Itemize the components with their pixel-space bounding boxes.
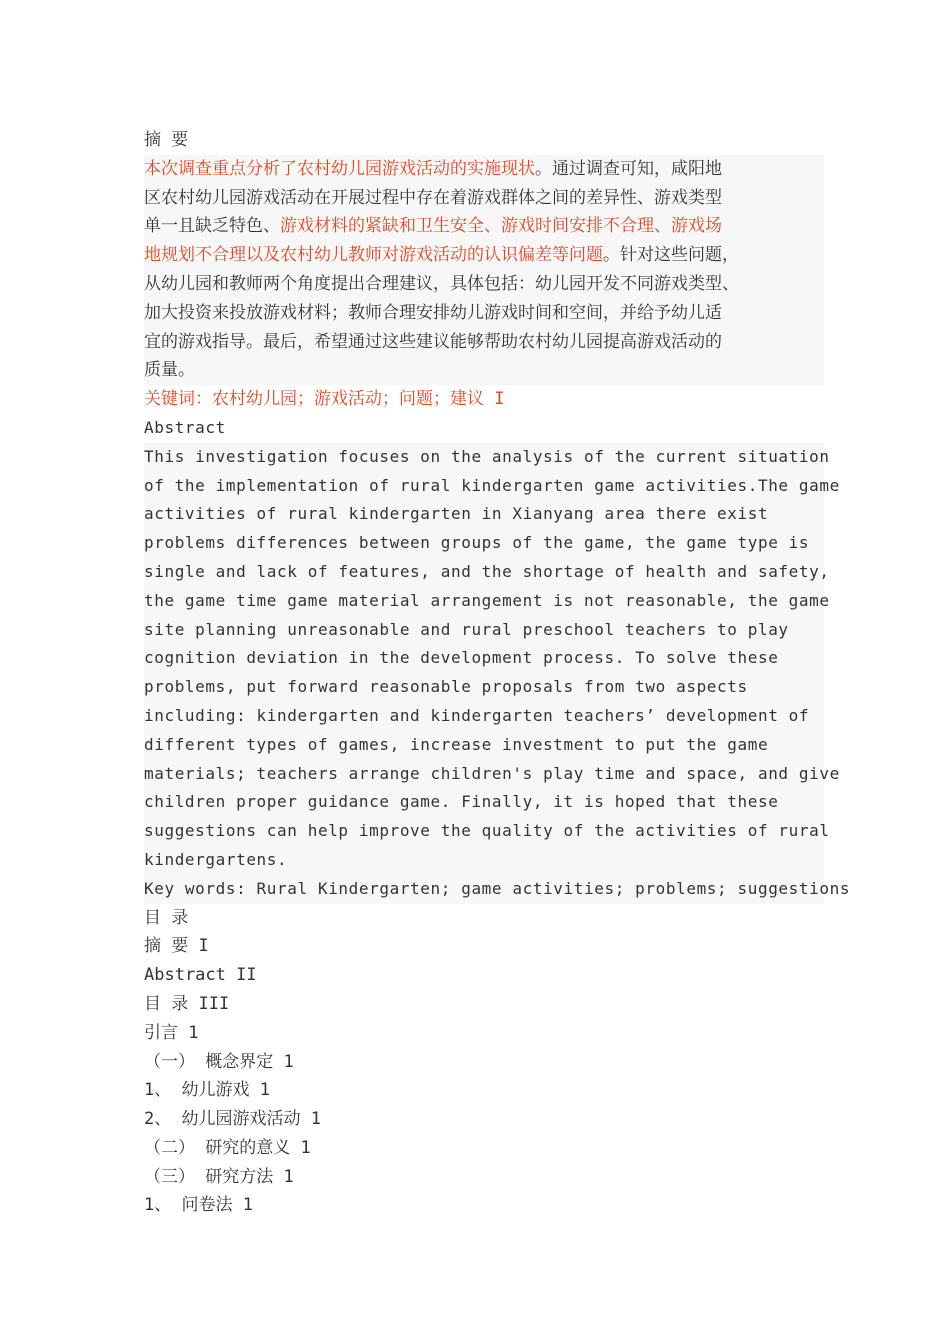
abstract-en-line: site planning unreasonable and rural preschool teachers to play — [144, 616, 824, 645]
text-segment: 本次调查重点分析了农村幼儿园游戏活动的实施现状 — [144, 158, 535, 179]
text-segment: 。针对这些问题， — [603, 245, 739, 266]
abstract-cn-line — [144, 270, 824, 299]
text-segment: 地规划不合理以及农村幼儿教师对游戏活动的认识偏差等问题 — [144, 245, 603, 266]
abstract-cn-line — [144, 212, 824, 241]
text-segment: 单一且缺乏特色、 — [144, 216, 280, 237]
abstract-en-body — [144, 443, 840, 875]
abstract-cn-line — [144, 155, 824, 184]
text-segment: 。通过调查可知，咸阳地 — [535, 158, 722, 179]
toc-item: （一） 概念界定 1 — [144, 1051, 294, 1072]
toc-item: （二） 研究的意义 1 — [144, 1137, 311, 1158]
keywords-cn: 关键词：农村幼儿园；游戏活动；问题；建议 I — [144, 389, 505, 410]
document-page — [144, 126, 851, 1220]
abstract-en-line: cognition deviation in the development process. To solve these — [144, 644, 824, 673]
abstract-en-line: suggestions can help improve the quality of the activities of rural — [144, 817, 824, 846]
abstract-en-heading: Abstract — [144, 417, 226, 437]
abstract-en-line: materials; teachers arrange children's play time and space, and give — [144, 760, 824, 789]
toc-heading: 目 录 — [144, 907, 189, 928]
text-segment: 加大投资来投放游戏材料；教师合理安排幼儿游戏时间和空间，并给予幼儿适 — [144, 302, 722, 323]
toc-item: 摘 要 I — [144, 936, 209, 957]
toc-item: Abstract II — [144, 965, 257, 986]
abstract-en-line: the game time game material arrangement is not reasonable, the game — [144, 587, 824, 616]
abstract-cn-body — [144, 155, 824, 385]
text-segment: 质量。 — [144, 360, 195, 381]
abstract-en-line: activities of rural kindergarten in Xianyang area there exist — [144, 500, 824, 529]
abstract-en-line: single and lack of features, and the shortage of health and safety, — [144, 558, 824, 587]
toc-item: 2、 幼儿园游戏活动 1 — [144, 1109, 321, 1130]
abstract-en-line: problems differences between groups of the game, the game type is — [144, 529, 824, 558]
toc-item: 目 录 III — [144, 993, 230, 1014]
abstract-en-line: including: kindergarten and kindergarten teachers’ development of — [144, 702, 824, 731]
toc-item: 1、 幼儿游戏 1 — [144, 1080, 270, 1101]
abstract-en-line: children proper guidance game. Finally, it is hoped that these — [144, 788, 824, 817]
text-segment: 从幼儿园和教师两个角度提出合理建议，具体包括：幼儿园开发不同游戏类型、 — [144, 273, 739, 294]
abstract-cn-line — [144, 299, 824, 328]
abstract-en-line: different types of games, increase investment to put the game — [144, 731, 824, 760]
text-segment: 区农村幼儿园游戏活动在开展过程中存在着游戏群体之间的差异性、游戏类型 — [144, 187, 722, 208]
abstract-en-line: kindergartens. — [144, 846, 824, 875]
abstract-cn-heading: 摘 要 — [144, 130, 189, 150]
toc-item: 引言 1 — [144, 1022, 199, 1043]
abstract-cn-line — [144, 356, 824, 385]
toc-item: 1、 问卷法 1 — [144, 1195, 253, 1216]
toc-list — [144, 932, 824, 1220]
keywords-en: Key words: Rural Kindergarten; game activities; problems; suggestions — [144, 875, 824, 904]
abstract-cn-line — [144, 184, 824, 213]
abstract-cn-line — [144, 328, 824, 357]
toc-item: （三） 研究方法 1 — [144, 1166, 294, 1187]
abstract-cn-line — [144, 241, 824, 270]
abstract-en-line: This investigation focuses on the analysis of the current situation — [144, 443, 824, 472]
abstract-en-line: problems, put forward reasonable proposals from two aspects — [144, 673, 824, 702]
text-segment: 游戏材料的紧缺和卫生安全、游戏时间安排不合理、游戏场 — [280, 216, 722, 237]
abstract-en-line: of the implementation of rural kindergarten game activities.The game — [144, 472, 824, 501]
text-segment: 宜的游戏指导。最后，希望通过这些建议能够帮助农村幼儿园提高游戏活动的 — [144, 331, 722, 352]
